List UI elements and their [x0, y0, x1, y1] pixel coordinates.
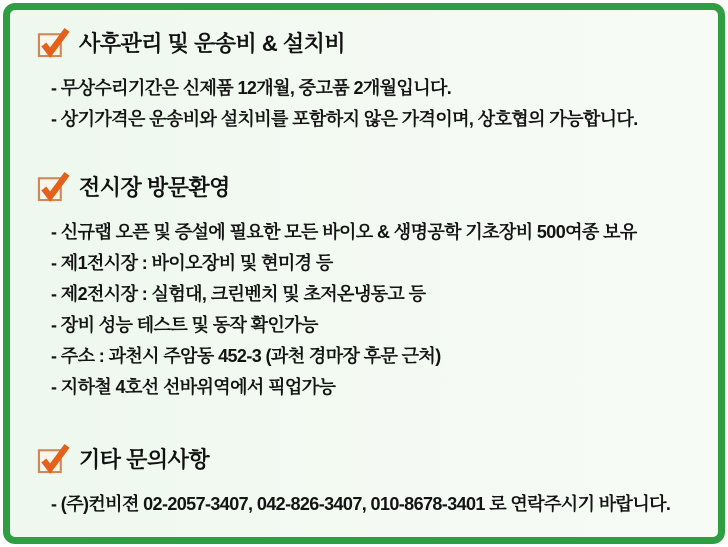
item-list [37, 73, 698, 135]
section-header [37, 27, 698, 57]
list-item: - 제1전시장 : 바이오장비 및 현미경 등 [51, 253, 333, 273]
checked-checkbox-icon [37, 443, 70, 474]
section-title: 사후관리 및 운송비 & 설치비 [79, 30, 346, 56]
checked-checkbox-icon [37, 27, 70, 58]
section-other-inquiries [37, 443, 698, 520]
section-showroom-visit [37, 171, 698, 403]
list-item: - 무상수리기간은 신제품 12개월, 중고품 2개월입니다. [51, 78, 452, 98]
item-list [37, 489, 698, 520]
checked-checkbox-icon [37, 171, 70, 202]
list-item: - 상기가격은 운송비와 설치비를 포함하지 않은 가격이며, 상호협의 가능합니다. [51, 109, 638, 129]
list-item: - 주소 : 과천시 주암동 452-3 (과천 경마장 후문 근처) [51, 346, 441, 366]
notice-panel [3, 3, 725, 544]
section-header [37, 443, 698, 473]
section-title: 전시장 방문환영 [79, 174, 230, 200]
list-item: - 장비 성능 테스트 및 동작 확인가능 [51, 315, 318, 335]
section-header [37, 171, 698, 201]
notice-content [10, 10, 718, 520]
section-title: 기타 문의사항 [79, 446, 210, 472]
list-item: - 신규랩 오픈 및 증설에 필요한 모든 바이오 & 생명공학 기초장비 500여종 보유 [51, 222, 637, 242]
list-item: - 제2전시장 : 실험대, 크린벤치 및 초저온냉동고 등 [51, 284, 426, 304]
item-list [37, 217, 698, 403]
list-item: - (주)컨비젼 02-2057-3407, 042-826-3407, 010-8678-3401 로 연락주시기 바랍니다. [51, 494, 671, 514]
list-item: - 지하철 4호선 선바위역에서 픽업가능 [51, 377, 336, 397]
section-aftercare-shipping [37, 27, 698, 135]
